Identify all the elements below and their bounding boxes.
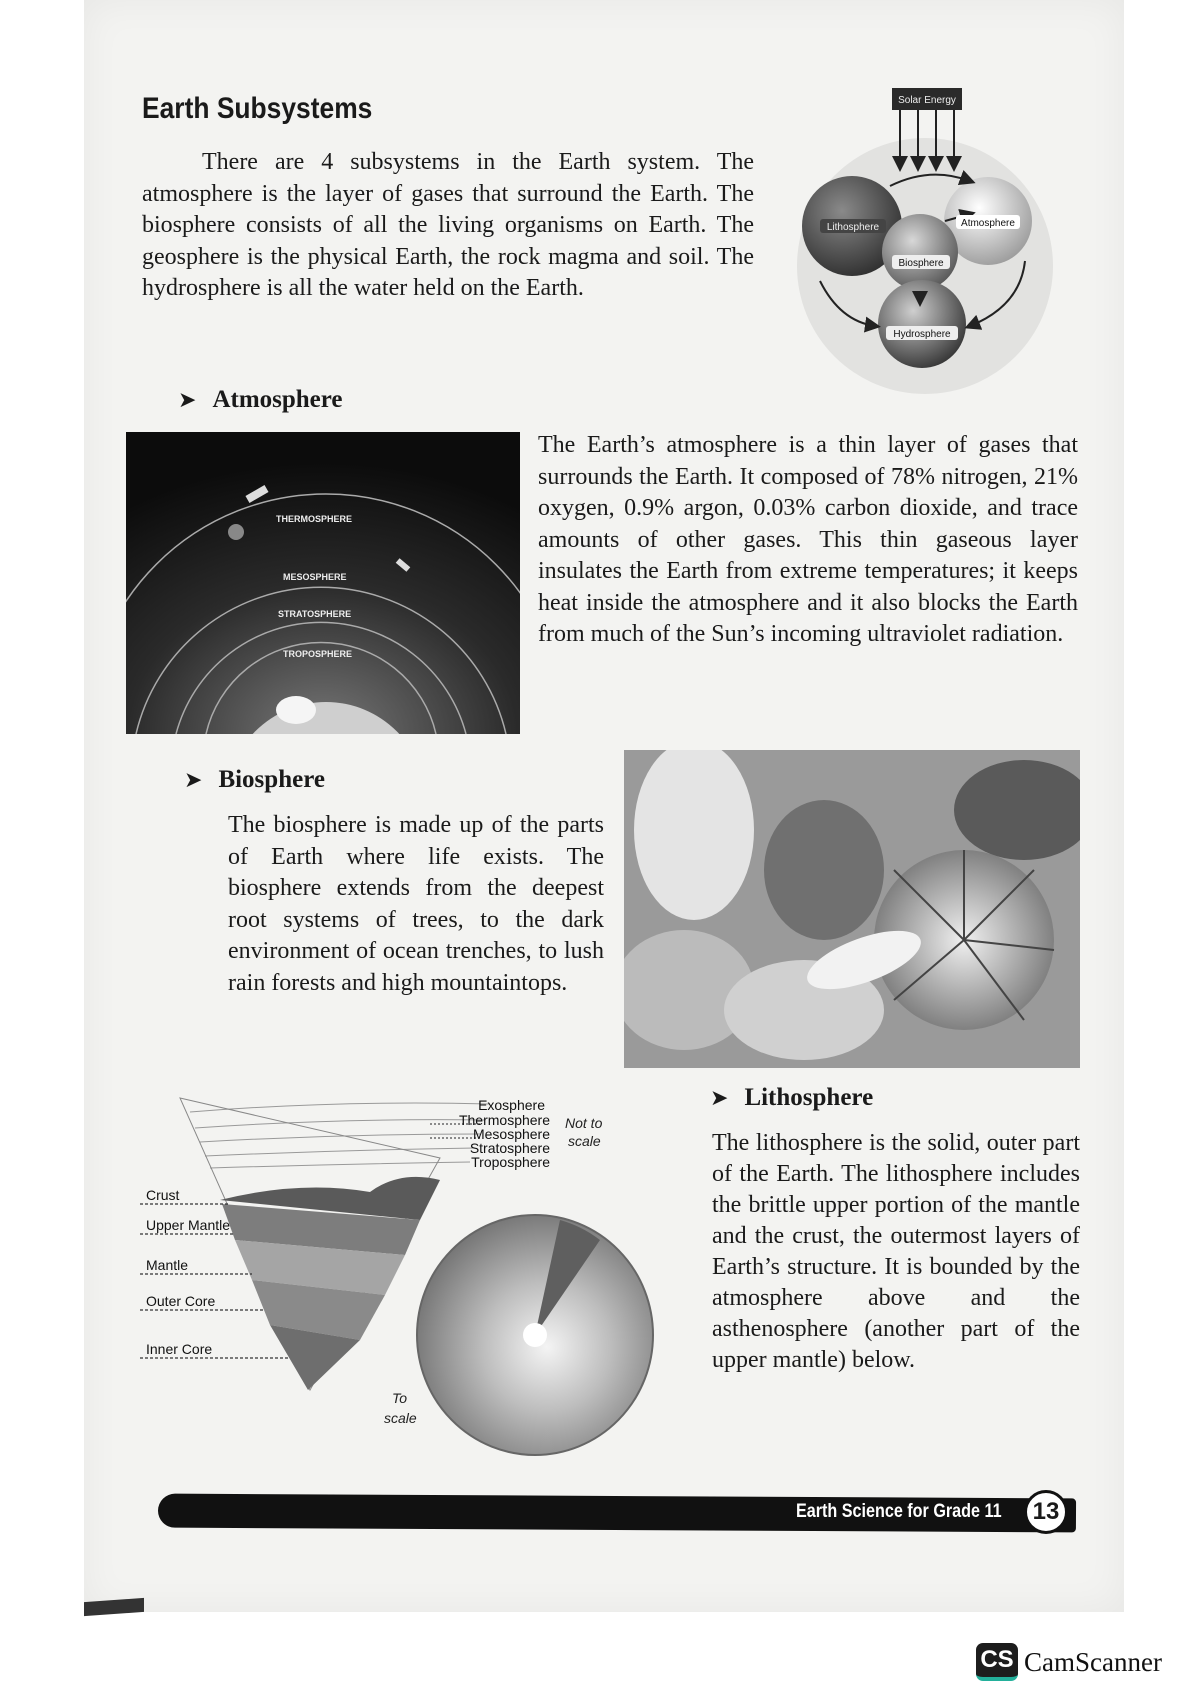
to-scale-line1: To xyxy=(392,1390,408,1406)
bullet-arrow-icon: ➤ xyxy=(710,1085,729,1111)
bullet-arrow-icon: ➤ xyxy=(178,387,197,413)
intro-paragraph: There are 4 subsystems in the Earth system. The atmosphere is the layer of gases that surround the Earth. The biosphere consists of all the living organisms on Earth. The geosphere is the physical Earth, the rock magma and soil. The hydrosphere is all the water held on the Earth. xyxy=(142,149,754,301)
lithosphere-paragraph: The lithosphere is the solid, outer part of the Earth. The lithosphere includes the brittle upper portion of the mantle and the crust, the outermost layers of Earth’s structure. It is bounded by the atmosphere above and the asthenosphere (another part of the upper mantle) below. xyxy=(712,1130,1080,1373)
camscanner-text: CamScanner xyxy=(1024,1646,1162,1677)
upper-mantle-label: Upper Mantle xyxy=(146,1217,231,1233)
crust-label: Crust xyxy=(146,1187,180,1203)
mesosphere-interior-label: Mesosphere xyxy=(472,1126,550,1142)
not-to-scale-line2: scale xyxy=(568,1133,601,1149)
atmosphere-heading: ➤ Atmosphere xyxy=(178,386,343,413)
footer-book-title: Earth Science for Grade 11 xyxy=(796,1501,1002,1522)
troposphere-interior-label: Troposphere xyxy=(471,1154,550,1170)
mantle-label: Mantle xyxy=(146,1257,189,1273)
stratosphere-interior-label: Stratosphere xyxy=(469,1140,550,1156)
atmosphere-lines xyxy=(190,1103,490,1168)
not-to-scale-line1: Not to xyxy=(565,1115,603,1131)
camscanner-watermark xyxy=(976,1643,1162,1681)
to-scale-line2: scale xyxy=(384,1410,417,1426)
mesosphere-label: MESOSPHERE xyxy=(283,572,347,582)
camscanner-logo-icon: CS xyxy=(976,1643,1018,1681)
biosphere-paragraph: The biosphere is made up of the parts of Earth where life exists. The biosphere extends from the deepest root systems of trees, to the dark environment of ocean trenches, to lush rain forests and high mountaintops. xyxy=(228,812,604,996)
thermosphere-interior-label: Thermosphere xyxy=(458,1112,550,1128)
hydrosphere-label: Hydrosphere xyxy=(893,329,951,340)
earth-layers-diagram xyxy=(140,1080,700,1456)
thermosphere-label: THERMOSPHERE xyxy=(276,514,353,524)
page-title: Earth Subsystems xyxy=(142,92,373,125)
troposphere-label: TROPOSPHERE xyxy=(283,649,353,659)
hydrosphere-sphere xyxy=(878,280,966,368)
exosphere-label: Exosphere xyxy=(478,1097,545,1113)
lithosphere-heading: ➤ Lithosphere xyxy=(710,1084,874,1111)
page-number: 13 xyxy=(1024,1490,1068,1534)
bullet-arrow-icon: ➤ xyxy=(184,767,203,793)
biosphere-label: Biosphere xyxy=(898,258,944,269)
outer-core-label: Outer Core xyxy=(146,1293,216,1309)
atmosphere-paragraph: The Earth’s atmosphere is a thin layer of gases that surrounds the Earth. It composed of 78% nitrogen, 21% oxygen, 0.9% argon, 0.03% carbon dioxide, and trace amounts of other gases. This thin gaseous layer insulates the Earth from extreme temperatures; it keeps heat inside the atmosphere and it also blocks the Earth from much of the Sun’s incoming ultraviolet radiation. xyxy=(538,432,1078,647)
lithosphere-label: Lithosphere xyxy=(826,222,880,233)
solar-energy-label: Solar Energy xyxy=(898,95,956,106)
biosphere-plants-image xyxy=(624,750,1080,1068)
biosphere-sphere xyxy=(882,214,958,290)
page-edge-shadow xyxy=(84,1598,144,1616)
biosphere-heading: ➤ Biosphere xyxy=(184,766,325,793)
atmosphere-label: Atmosphere xyxy=(961,218,1015,229)
stratosphere-label: STRATOSPHERE xyxy=(278,609,352,619)
inner-core-label: Inner Core xyxy=(146,1341,213,1357)
atmosphere-layers-image xyxy=(126,432,520,734)
subsystems-diagram xyxy=(780,86,1060,396)
